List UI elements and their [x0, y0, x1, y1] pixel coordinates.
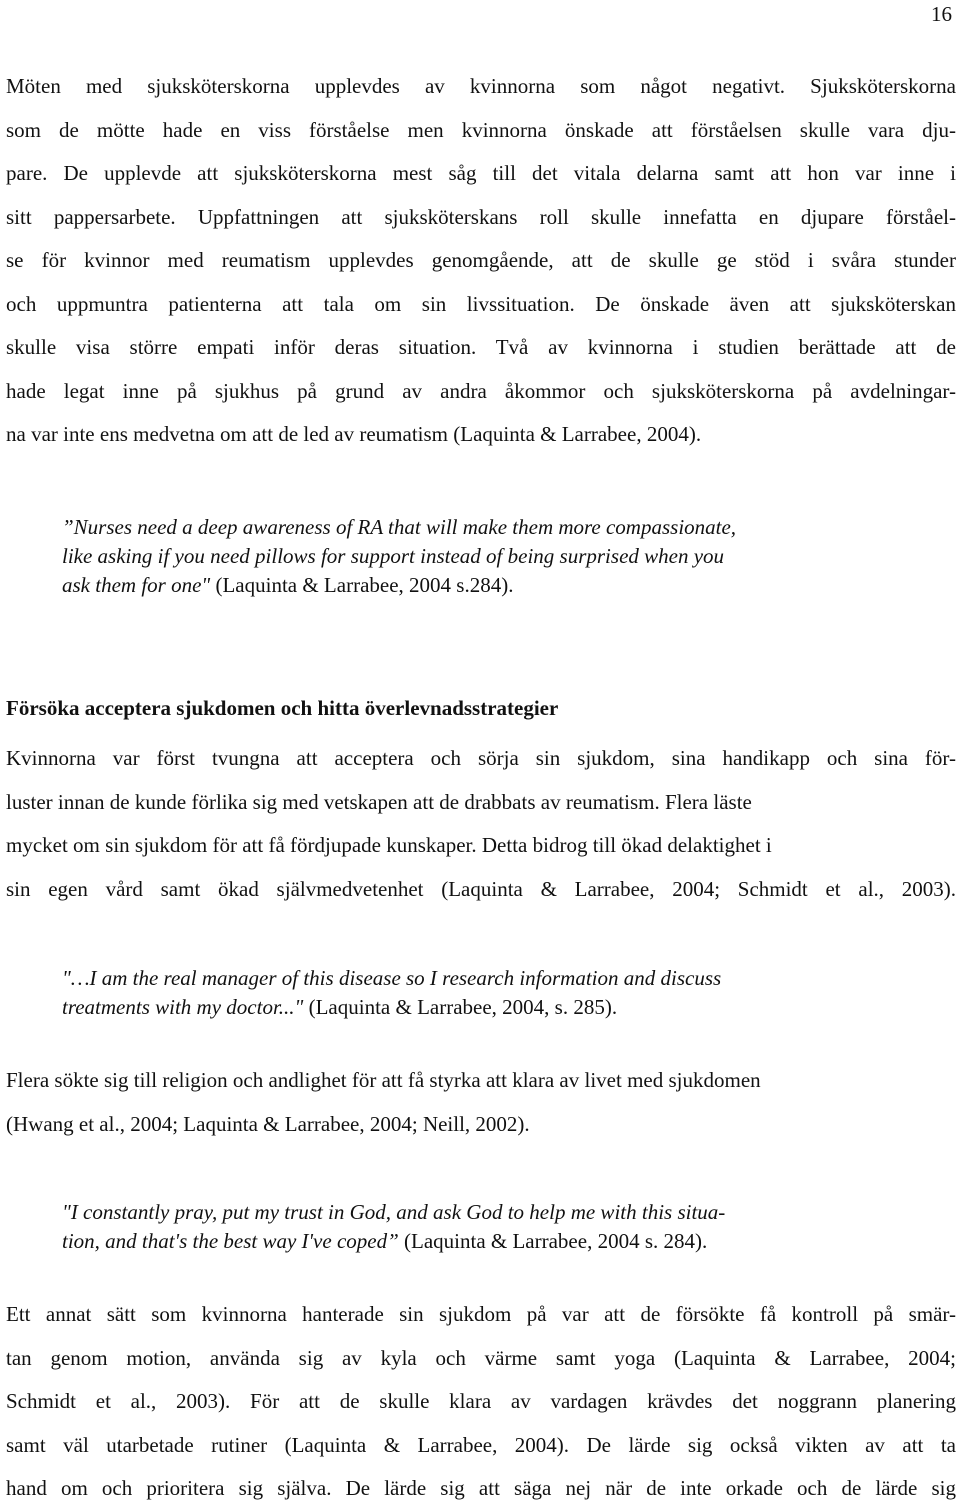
text-line: som de mötte hade en viss förståelse men kvinnorna önskade att förståelsen skulle vara dju- — [6, 117, 956, 142]
text-line: sin egen vård samt ökad självmedvetenhet (Laquinta & Larrabee, 2004; Schmidt et al., 2003). — [6, 876, 956, 901]
text-line: (Hwang et al., 2004; Laquinta & Larrabee, 2004; Neill, 2002). — [6, 1111, 530, 1136]
quote-line: ”Nurses need a deep awareness of RA that will make them more compassionate, — [62, 515, 737, 539]
quote-nurses-awareness — [62, 513, 922, 600]
text-line: och uppmuntra patienterna att tala om sin livssituation. De önskade även att sjuksköterskan — [6, 291, 956, 316]
quote-real-manager — [62, 964, 922, 1022]
text-line: luster innan de kunde förlika sig med vetskapen att de drabbats av reumatism. Flera läste — [6, 789, 752, 814]
section-heading: Försöka acceptera sjukdomen och hitta överlevnadsstrategier — [6, 696, 559, 720]
text-line: pare. De upplevde att sjuksköterskorna mest såg till det vitala delarna samt att hon var inne i — [6, 161, 956, 185]
quote-line: tion, and that's the best way I've coped” (Laquinta & Larrabee, 2004 s. 284). — [62, 1229, 708, 1253]
page-number: 16 — [931, 2, 952, 26]
text-line: Kvinnorna var först tvungna att acceptera och sörja sin sjukdom, sina handikapp och sina för- — [6, 746, 956, 770]
text-line: hade legat inne på sjukhus på grund av andra åkommor och sjuksköterskorna på avdelningar- — [6, 378, 956, 403]
text-line: samt väl utarbetade rutiner (Laquinta & Larrabee, 2004). De lärde sig också vikten av att ta — [6, 1432, 956, 1457]
quote-citation: (Laquinta & Larrabee, 2004 s. 284). — [398, 1229, 708, 1253]
text-line: na var inte ens medvetna om att de led av reumatism (Laquinta & Larrabee, 2004). — [6, 422, 702, 446]
quote-line: ask them for one" (Laquinta & Larrabee, 2004 s.284). — [62, 573, 514, 597]
quote-citation: (Laquinta & Larrabee, 2004, s. 285). — [303, 995, 618, 1019]
quote-line: "I constantly pray, put my trust in God, and ask God to help me with this situa- — [62, 1200, 726, 1224]
quote-pray — [62, 1198, 922, 1256]
text-line: skulle visa större empati inför deras situation. Två av kvinnorna i studien berättade att de — [6, 335, 956, 359]
text-line: se för kvinnor med reumatism upplevdes genomgående, att de skulle ge stöd i svåra stunder — [6, 248, 956, 272]
paragraph-acceptance — [6, 737, 956, 911]
text-line: Ett annat sätt som kvinnorna hanterade sin sjukdom på var att de försökte få kontroll på smär- — [6, 1302, 956, 1326]
text-line: Möten med sjuksköterskorna upplevdes av kvinnorna som något negativt. Sjuksköterskorna — [6, 74, 956, 98]
quote-line: treatments with my doctor..." (Laquinta & Larrabee, 2004, s. 285). — [62, 995, 618, 1019]
text-line: mycket om sin sjukdom för att få fördjupade kunskaper. Detta bidrog till ökad delaktighet i — [6, 833, 772, 857]
quote-line: like asking if you need pillows for support instead of being surprised when you — [62, 544, 725, 568]
quote-line: "…I am the real manager of this disease so I research information and discuss — [62, 966, 722, 990]
text-line: Schmidt et al., 2003). För att de skulle klara av vardagen krävdes det noggrann planering — [6, 1389, 956, 1413]
paragraph-nurse-meetings — [6, 65, 956, 457]
text-line: Flera sökte sig till religion och andlighet för att få styrka att klara av livet med sjukdomen — [6, 1068, 761, 1092]
text-line: hand om och prioritera sig själva. De lärde sig att säga nej när de inte orkade och de lärde sig — [6, 1476, 956, 1500]
quote-citation: (Laquinta & Larrabee, 2004 s.284). — [210, 573, 514, 597]
text-line: tan genom motion, använda sig av kyla och värme samt yoga (Laquinta & Larrabee, 2004; — [6, 1345, 956, 1370]
paragraph-pain-control — [6, 1293, 956, 1511]
text-line: sitt pappersarbete. Uppfattningen att sjuksköterskans roll skulle innefatta en djupare förståel- — [6, 204, 956, 229]
paragraph-religion — [6, 1059, 956, 1146]
